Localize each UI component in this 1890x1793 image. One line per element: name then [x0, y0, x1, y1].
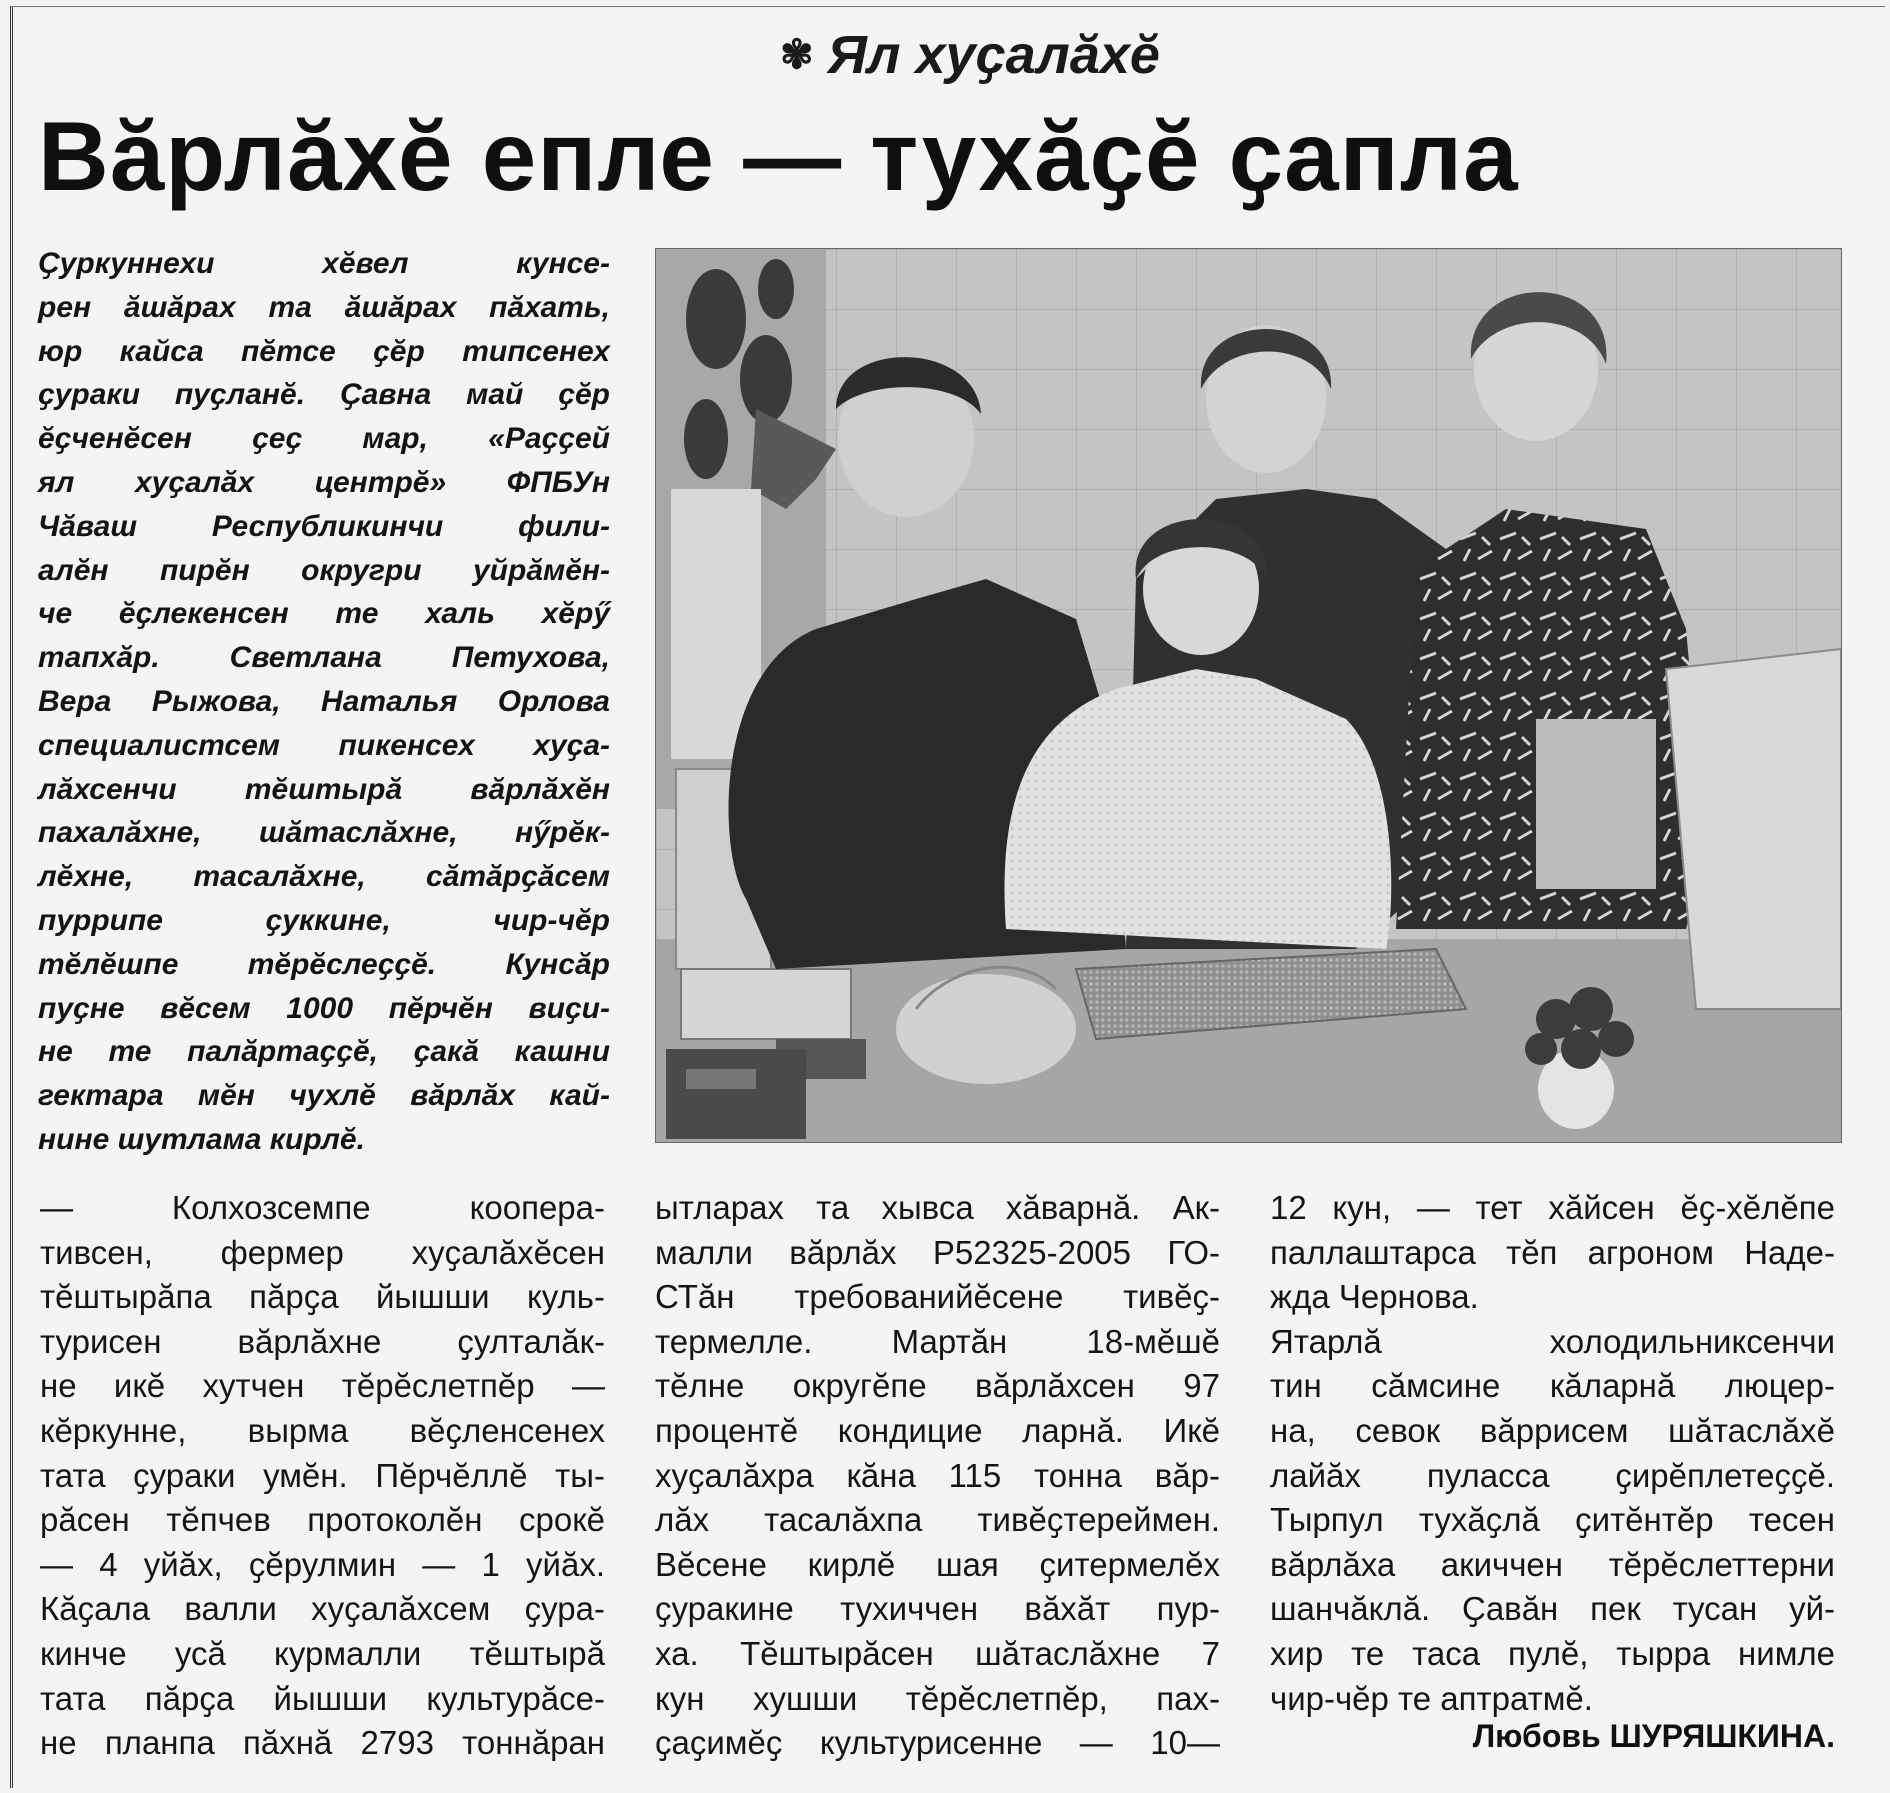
- text-line: пуҫне вӗсем 1000 пӗрчӗн виҫи-: [38, 991, 610, 1025]
- text-line: гектара мӗн чухлӗ вӑрлӑх кай-: [38, 1079, 610, 1113]
- text-line: лӗхне, тасалӑхне, сӑтӑрҫӑсем: [38, 860, 610, 894]
- flower-star-icon: ✾: [780, 33, 814, 77]
- text-line: кун хушши тӗрӗслетпӗр, пах-: [655, 1679, 1220, 1717]
- text-line: пуррипе ҫуккине, чир-чӗр: [38, 903, 610, 937]
- text-line: не планпа пӑхнӑ 2793 тоннӑран: [40, 1724, 605, 1762]
- text-line: пахалӑхне, шӑтаслӑхне, нӳрӗк-: [38, 816, 610, 850]
- text-line: процентӗ кондицие ларнӑ. Икӗ: [655, 1411, 1220, 1449]
- text-line: ха. Тӗштырӑсен шӑтаслӑхне 7: [655, 1634, 1220, 1672]
- text-line: ял хуҫалӑх центрӗ» ФПБУн: [38, 465, 610, 499]
- text-line: лӑхсенчи тӗштырӑ вӑрлӑхӗн: [38, 772, 610, 806]
- text-line: малли вӑрлӑх Р52325-2005 ГО-: [655, 1233, 1220, 1271]
- section-rubric: [780, 20, 1160, 90]
- text-line: не икӗ хутчен тӗрӗслетпӗр —: [40, 1367, 605, 1405]
- text-line: тӗлӗшпе тӗрӗслеҫҫӗ. Кунсӑр: [38, 947, 610, 981]
- text-line: Ҫуркуннехи хӗвел кунсе-: [38, 247, 610, 280]
- text-line: на, севок вӑррисем шӑтаслӑхӗ: [1270, 1411, 1835, 1449]
- text-line: турисен вӑрлӑхне ҫулталӑк-: [40, 1322, 605, 1360]
- text-line: хир те таса пулӗ, тырра нимле: [1270, 1634, 1835, 1672]
- text-line: Тырпул тухӑҫлӑ ҫитӗнтӗр тесен: [1270, 1501, 1835, 1539]
- text-line: кӗркунне, вырма вӗҫленсенех: [40, 1411, 605, 1449]
- text-line: ытларах та хывса хӑварнӑ. Ак-: [655, 1189, 1220, 1226]
- text-line: тивсен, фермер хуҫалӑхӗсен: [40, 1233, 605, 1271]
- text-line: тата ҫураки умӗн. Пӗрчӗллӗ ты-: [40, 1456, 605, 1494]
- author-byline: Любовь ШУРЯШКИНА.: [1472, 1718, 1835, 1754]
- text-line: ҫураки пуҫланӗ. Ҫавна май ҫӗр: [38, 378, 610, 412]
- text-line: ӗҫченӗсен ҫеҫ мар, «Раҫҫей: [38, 422, 610, 456]
- text-line: рӑсен тӗпчев протоколӗн срокӗ: [40, 1501, 605, 1539]
- text-line: лайӑх пуласса ҫирӗплетеҫҫӗ.: [1270, 1456, 1835, 1494]
- text-line: юр кайса пӗтсе ҫӗр типсенех: [38, 334, 610, 368]
- text-line: паллаштарса тӗп агроном Наде-: [1270, 1233, 1835, 1271]
- text-line: тата пӑрҫа йышши культурӑсе-: [40, 1679, 605, 1717]
- text-line: ҫаҫимӗҫ культурисенне — 10—: [655, 1724, 1220, 1762]
- text-line: — Колхозсемпе коопера-: [40, 1189, 605, 1226]
- text-line: тӗлне округӗпе вӑрлӑхсен 97: [655, 1367, 1220, 1405]
- text-line: жда Чернова.: [1270, 1278, 1479, 1316]
- text-line: Чӑваш Республикинчи фили-: [38, 509, 610, 543]
- text-line: Вӗсене кирлӗ шая ҫитермелӗх: [655, 1545, 1220, 1583]
- text-line: Вера Рыжова, Наталья Орлова: [38, 684, 610, 718]
- text-line: чир-чӗр те аптратмӗ.: [1270, 1679, 1593, 1717]
- text-line: Кӑҫала валли хуҫалӑхсем ҫура-: [40, 1590, 605, 1628]
- text-line: кинче усӑ курмалли тӗштырӑ: [40, 1634, 605, 1672]
- text-line: вӑрлӑха акиччен тӗрӗслеттерни: [1270, 1545, 1835, 1583]
- text-line: не те палӑртаҫҫӗ, ҫакӑ кашни: [38, 1035, 610, 1069]
- text-line: тин сӑмсине кӑларнӑ люцер-: [1270, 1367, 1835, 1405]
- text-line: нине шутлама кирлӗ.: [38, 1122, 365, 1156]
- article-column-1: [40, 1186, 605, 1766]
- text-line: термелле. Мартӑн 18-мӗшӗ: [655, 1322, 1220, 1360]
- text-line: лӑх тасалӑхпа тивӗҫтереймен.: [655, 1501, 1220, 1539]
- text-line: 12 кун, — тет хӑйсен ӗҫ-хӗлӗпе: [1270, 1189, 1835, 1226]
- text-line: тапхӑр. Светлана Петухова,: [38, 641, 610, 675]
- text-line: СТӑн требованийӗсене тивӗҫ-: [655, 1278, 1220, 1316]
- text-line: — 4 уйӑх, ҫӗрулмин — 1 уйӑх.: [40, 1545, 605, 1583]
- article-column-3: [1270, 1186, 1835, 1721]
- photo-illustration: [656, 249, 1841, 1142]
- text-line: специалистсем пикенсех хуҫа-: [38, 728, 610, 762]
- article-headline: Вӑрлӑхӗ епле — тухӑҫӗ ҫапла: [38, 101, 1519, 211]
- text-line: алӗн пирӗн округри уйрӑмӗн-: [38, 553, 610, 587]
- rubric-label: Ял хуҫалӑхӗ: [827, 25, 1160, 85]
- article-lead: [38, 242, 610, 1162]
- text-line: хуҫалӑхра кӑна 115 тонна вӑр-: [655, 1456, 1220, 1494]
- article-photo: [655, 248, 1842, 1143]
- article-column-2: [655, 1186, 1220, 1766]
- text-line: шанчӑклӑ. Ҫавӑн пек тусан уй-: [1270, 1590, 1835, 1628]
- text-line: че ӗҫлекенсен те халь хӗрӳ: [38, 597, 610, 631]
- text-line: ҫуракине тухиччен вӑхӑт пур-: [655, 1590, 1220, 1628]
- text-line: рен ӑшӑрах та ӑшӑрах пӑхать,: [38, 290, 610, 324]
- text-line: Ятарлӑ холодильниксенчи: [1270, 1322, 1835, 1360]
- text-line: тӗштырӑпа пӑрҫа йышши куль-: [40, 1278, 605, 1316]
